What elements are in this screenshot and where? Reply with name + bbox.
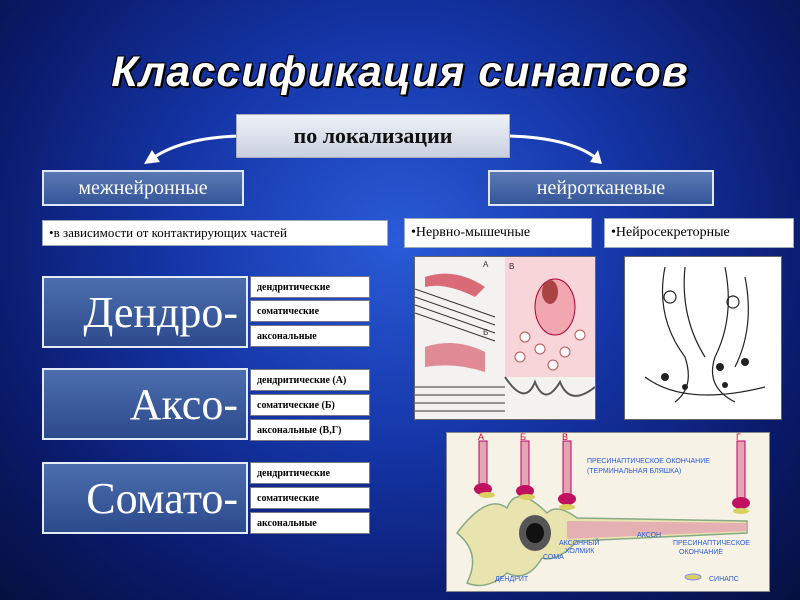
somato-item: дендритические: [250, 462, 370, 484]
neurotissue-box: нейротканевые: [488, 170, 714, 206]
presyn-ending-label: ПРЕСИНАПТИЧЕСКОЕ: [673, 540, 750, 547]
slide-title: Классификация синапсов: [111, 48, 689, 96]
diagram-letter-g: Г: [736, 433, 741, 442]
dendro-label: Дендро-: [42, 276, 248, 348]
somato-label: Сомато-: [42, 462, 248, 534]
bullet-icon: •: [49, 225, 54, 240]
presyn-terminal-label: ПРЕСИНАПТИЧЕСКОЕ ОКОНЧАНИЕ: [587, 458, 710, 465]
interneuronal-box: межнейронные: [42, 170, 244, 206]
dendro-item: соматические: [250, 300, 370, 322]
akso-label: Аксо-: [42, 368, 248, 440]
somato-item: соматические: [250, 487, 370, 509]
soma-label: СОМА: [543, 554, 564, 561]
diagram-letter-b: Б: [520, 433, 526, 442]
presyn-ending-label-2: ОКОНЧАНИЕ: [679, 549, 724, 556]
presyn-terminal-sub: (ТЕРМИНАЛЬНАЯ БЛЯШКА): [587, 468, 682, 475]
axon-label: АКСОН: [637, 532, 662, 539]
neuromuscular-note: • Нервно-мышечные: [404, 218, 592, 248]
axon-hillock-label-2: ХОЛМИК: [565, 548, 595, 555]
neurosecretory-note: • Нейросекреторные: [604, 218, 794, 248]
akso-item: дендритические (А): [250, 369, 370, 391]
bullet-icon: •: [411, 225, 416, 240]
localization-box: по локализации: [236, 114, 510, 158]
neuron-diagram: [446, 432, 770, 592]
akso-item: соматические (Б): [250, 394, 370, 416]
contact-note: • в зависимости от контактирующих частей: [42, 220, 388, 246]
dendro-item: дендритические: [250, 276, 370, 298]
neuromuscular-image: [414, 256, 596, 420]
somato-item: аксональные: [250, 512, 370, 534]
label-a: А: [483, 260, 489, 269]
bullet-icon: •: [611, 225, 616, 240]
synapse-label: СИНАПС: [709, 576, 739, 583]
label-b: В: [509, 262, 515, 271]
axon-hillock-label: АКСОННЫЙ: [559, 540, 600, 547]
diagram-letter-a: А: [478, 433, 485, 442]
neurosecretory-image: [624, 256, 782, 420]
dendrite-label: ДЕНДРИТ: [495, 576, 529, 583]
label-bb: Б: [483, 328, 489, 337]
akso-item: аксональные (В,Г): [250, 419, 370, 441]
dendro-item: аксональные: [250, 325, 370, 347]
diagram-letter-v: В: [562, 433, 569, 442]
